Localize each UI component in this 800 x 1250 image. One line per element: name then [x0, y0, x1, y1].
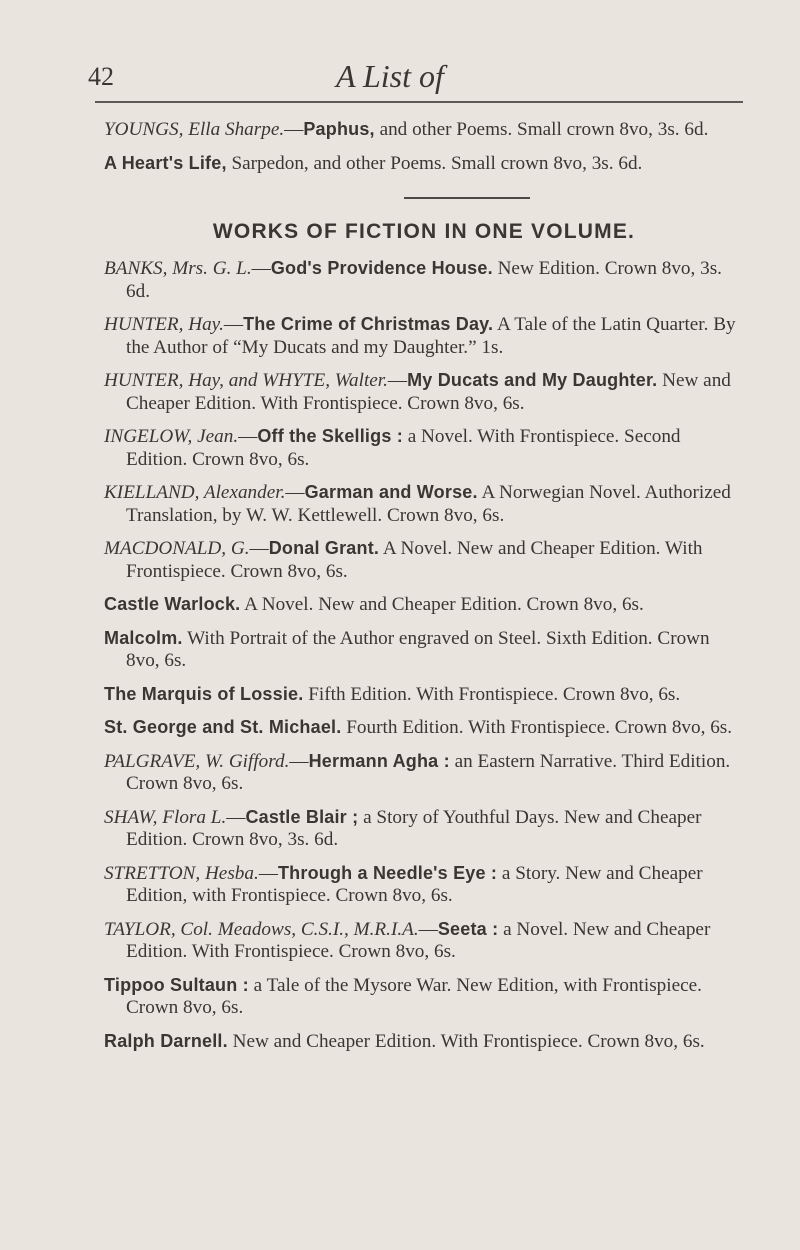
- header-rule: [95, 101, 743, 103]
- entry-author: YOUNGS, Ella Sharpe.: [104, 119, 285, 140]
- catalogue-entry: [104, 862, 744, 908]
- running-head: A List of: [336, 58, 444, 94]
- entry-title: Castle Blair ;: [245, 806, 359, 827]
- catalogue-entry: [104, 537, 744, 583]
- entry-author: INGELOW, Jean.: [104, 426, 239, 447]
- entry-details: a Novel. With Frontispiece. Second Edition. Crown 8vo, 6s.: [126, 426, 681, 470]
- entry-title: Garman and Worse.: [304, 482, 478, 502]
- entry-details: New and Cheaper Edition. With Frontispiece. Crown 8vo, 6s.: [227, 1030, 705, 1052]
- entry-details: A Norwegian Novel. Authorized Translation, by W. W. Kettlewell. Crown 8vo, 6s.: [126, 482, 731, 526]
- entry-dash: —: [289, 750, 309, 772]
- entry-dash: —: [418, 918, 438, 940]
- section-heading: WORKS OF FICTION IN ONE VOLUME.: [212, 219, 636, 243]
- catalogue-entry: [104, 1030, 744, 1054]
- entry-title: The Marquis of Lossie.: [104, 683, 304, 704]
- catalogue-entry: [104, 974, 744, 1020]
- entry-details: A Novel. New and Cheaper Edition. With Frontispiece. Crown 8vo, 6s.: [126, 538, 703, 582]
- entry-dash: —: [251, 258, 271, 279]
- entry-dash: —: [258, 862, 278, 884]
- entry-details: and other Poems. Small crown 8vo, 3s. 6d.: [374, 119, 709, 140]
- entry-details: a Tale of the Mysore War. New Edition, with Frontispiece. Crown 8vo, 6s.: [126, 974, 702, 1018]
- entry-title: Tippoo Sultaun :: [104, 974, 249, 995]
- section-separator-rule: [404, 197, 530, 199]
- page-number: 42: [88, 62, 114, 91]
- entry-title: Paphus,: [303, 119, 375, 139]
- entry-details: New Edition. Crown 8vo, 3s. 6d.: [126, 258, 722, 302]
- entry-dash: —: [285, 482, 305, 503]
- entry-dash: —: [238, 426, 258, 447]
- entry-title: God's Providence House.: [270, 258, 493, 278]
- entry-details: New and Cheaper Edition. With Frontispiece. Crown 8vo, 6s.: [126, 370, 731, 414]
- catalogue-entry: [104, 683, 744, 707]
- entry-dash: —: [223, 314, 244, 335]
- catalogue-entry: [104, 481, 744, 527]
- entry-details: a Novel. New and Cheaper Edition. With Frontispiece. Crown 8vo, 6s.: [126, 918, 711, 962]
- entry-title: Through a Needle's Eye :: [277, 862, 498, 883]
- entry-author: MACDONALD, G.: [104, 538, 250, 559]
- entry-author: STRETTON, Hesba.: [104, 862, 259, 884]
- catalogue-entry: [104, 313, 744, 359]
- entry-details: a Story. New and Cheaper Edition, with Frontispiece. Crown 8vo, 6s.: [126, 862, 703, 906]
- entry-author: TAYLOR, Col. Meadows, C.S.I., M.R.I.A.: [104, 918, 419, 940]
- catalogue-entry: [104, 118, 744, 142]
- entry-title: A Heart's Life,: [104, 152, 227, 173]
- entry-author: SHAW, Flora L.: [104, 806, 227, 828]
- entry-author: BANKS, Mrs. G. L.: [104, 258, 252, 279]
- entry-details: Sarpedon, and other Poems. Small crown 8vo, 3s. 6d.: [226, 152, 643, 174]
- catalogue-entry: [104, 593, 744, 617]
- entry-author: KIELLAND, Alexander.: [104, 482, 286, 503]
- entry-author: PALGRAVE, W. Gifford.: [104, 750, 290, 772]
- entry-details: With Portrait of the Author engraved on Steel. Sixth Edition. Crown 8vo, 6s.: [126, 627, 710, 671]
- entry-details: an Eastern Narrative. Third Edition. Crown 8vo, 6s.: [126, 750, 731, 794]
- catalogue-entry: [104, 716, 744, 740]
- page-body: [104, 118, 744, 1063]
- entry-details: Fourth Edition. With Frontispiece. Crown 8vo, 6s.: [341, 717, 733, 738]
- catalogue-entry: [104, 425, 744, 471]
- entry-title: The Crime of Christmas Day.: [243, 314, 494, 334]
- entry-title: My Ducats and My Daughter.: [407, 370, 658, 390]
- entry-details: Fifth Edition. With Frontispiece. Crown 8vo, 6s.: [303, 683, 681, 705]
- page-header: [0, 58, 800, 98]
- catalogue-entry: [104, 152, 744, 176]
- entry-title: Seeta :: [437, 918, 499, 939]
- intro-entry-list: [104, 118, 744, 175]
- entry-dash: —: [284, 119, 304, 140]
- entry-details: a Story of Youthful Days. New and Cheaper Edition. Crown 8vo, 3s. 6d.: [126, 806, 702, 850]
- entry-title: Donal Grant.: [268, 538, 380, 558]
- entry-title: Ralph Darnell.: [104, 1030, 228, 1051]
- entry-dash: —: [249, 538, 269, 559]
- entry-details: A Tale of the Latin Quarter. By the Author of “My Ducats and my Daughter.” 1s.: [126, 314, 736, 358]
- catalogue-entry: [104, 750, 744, 796]
- catalogue-entry: [104, 257, 744, 303]
- catalogue-entry: [104, 627, 744, 673]
- entry-title: St. George and St. Michael.: [104, 717, 342, 737]
- entry-details: A Novel. New and Cheaper Edition. Crown 8vo, 6s.: [240, 594, 644, 615]
- entry-dash: —: [226, 806, 246, 828]
- catalogue-entry: [104, 918, 744, 964]
- entry-title: Malcolm.: [104, 627, 183, 648]
- entry-author: HUNTER, Hay, and WHYTE, Walter.: [104, 370, 388, 391]
- entry-author: HUNTER, Hay.: [104, 314, 224, 335]
- entry-title: Off the Skelligs :: [257, 426, 403, 446]
- catalogue-entry: [104, 369, 744, 415]
- entry-dash: —: [387, 370, 408, 391]
- entry-title: Castle Warlock.: [104, 594, 241, 614]
- entry-title: Hermann Agha :: [308, 750, 450, 771]
- fiction-entry-list: [104, 257, 744, 1053]
- catalogue-entry: [104, 806, 744, 852]
